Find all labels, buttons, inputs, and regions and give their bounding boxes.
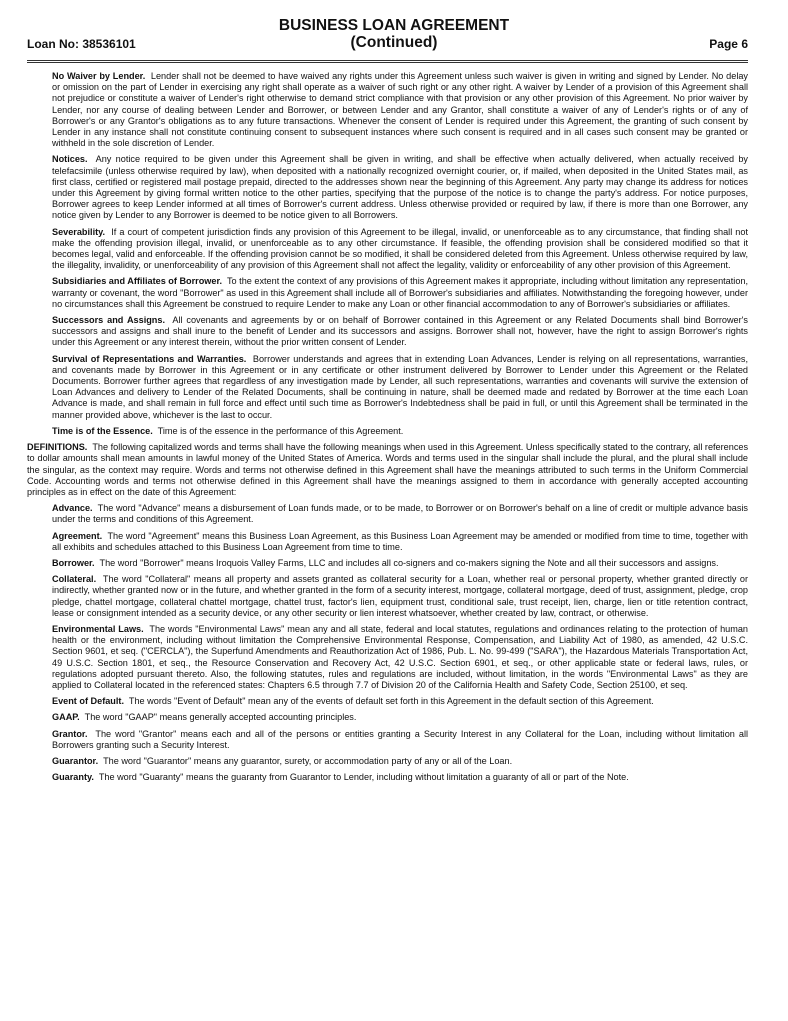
section-heading: Survival of Representations and Warranties. — [52, 353, 247, 364]
definition-guaranty — [52, 772, 748, 783]
definition-text: The word "Grantor" means each and all of the persons or entities granting a Security Interest in any Collateral for the Loan, including without limitation all Borrowers granting such a Security Interest. — [52, 728, 749, 750]
definition-text: The word "Agreement" means this Business Loan Agreement, as this Business Loan Agreement may be amended or modified from time to time, together with all exhibits and schedules attached to this Business Loan Agreement from time to time. — [52, 530, 748, 552]
section-text: If a court of competent jurisdiction finds any provision of this Agreement to be illegal, invalid, or unenforceable as to any circumstance, that finding shall not make the offending provision illegal, invalid, or unenforceable as to any other circumstance. If feasible, the offending provision shall be considered modified so that it becomes legal, valid and enforceable. If the offending provision cannot be so modified, it shall be considered deleted from this Agreement. Unless otherwise required by law, the illegality, invalidity, or unenforceability of any provision of this Agreement shall not affect the legality, validity or enforceability of any other provision of this Agreement. — [52, 226, 748, 271]
definitions-text: The following capitalized words and terms shall have the following meanings when used in this Agreement. Unless specifically stated to the contrary, all references to dollar amounts shall mean amounts in lawful money of the United States of America. Words and terms used in the singular shall include the plural, and the plural shall include the singular, as the context may require. Words and terms not otherwise defined in this Agreement shall have the meanings attributed to such terms in the Uniform Commercial Code. Accounting words and terms not otherwise defined in this Agreement shall have the meanings assigned to them in accordance with generally accepted accounting principles as in effect on the date of this Agreement: — [27, 442, 749, 497]
section-text: Borrower understands and agrees that in extending Loan Advances, Lender is relying on all representations, warranties, and covenants made by Borrower in this Agreement or in any certificate or other instrument delivered by Borrower to Lender under this Agreement or the Related Documents. Borrower further agrees that regardless of any investigation made by Lender, all such representations, warranties and covenants will survive the extension of Loan Advances and delivery to Lender of the Related Documents, shall be continuing in nature, shall be deemed made and redated by Borrower at the time each Loan Advance is made, and shall remain in full force and effect until such time as Borrower's Indebtedness shall be paid in full, or until this Agreement shall be terminated in the manner provided above, whichever is the last to occur. — [52, 353, 748, 420]
definition-borrower — [52, 558, 748, 569]
section-definitions — [27, 442, 748, 498]
section-heading: Subsidiaries and Affiliates of Borrower. — [52, 276, 223, 287]
definition-text: The words "Event of Default" mean any of the events of default set forth in this Agreement in the default section of this Agreement. — [128, 696, 654, 707]
definition-term: Grantor. — [52, 728, 88, 739]
definition-collateral — [52, 574, 748, 619]
definition-term: Agreement. — [52, 530, 103, 541]
definition-term: Borrower. — [52, 557, 95, 568]
definition-term: Collateral. — [52, 574, 97, 585]
section-text: Time is of the essence in the performance of this Agreement. — [157, 425, 404, 436]
section-severability — [52, 227, 748, 272]
definition-environmental-laws — [52, 624, 748, 691]
definition-term: Advance. — [52, 503, 93, 514]
section-heading: Severability. — [52, 226, 106, 237]
section-heading: Successors and Assigns. — [52, 315, 165, 326]
document-body — [27, 71, 748, 788]
section-heading: Time is of the Essence. — [52, 425, 153, 436]
section-text: Lender shall not be deemed to have waived any rights under this Agreement unless such waiver is given in writing and signed by Lender. No delay or omission on the part of Lender in exercising any right shall operate as a waiver of such right or any other right. A waiver by Lender of a provision of this Agreement shall not prejudice or constitute a waiver of Lender's right otherwise to demand strict compliance with that provision or any other provision of this Agreement. No prior waiver by Lender, nor any course of dealing between Lender and Borrower, or between Lender and any Grantor, shall constitute a waiver of any of Lender's rights or of any of Borrower's or any Grantor's obligations as to any future transactions. Whenever the consent of Lender is required under this Agreement, the granting of such consent by Lender in any instance shall not constitute continuing consent to subsequent instances where such consent is required and in all cases such consent may be granted or withheld in the sole discretion of Lender. — [52, 71, 748, 149]
definitions-heading: DEFINITIONS. — [27, 442, 88, 453]
definition-guarantor — [52, 756, 748, 767]
section-text: To the extent the context of any provisions of this Agreement makes it appropriate, including without limitation any representation, warranty or covenant, the word "Borrower" as used in this Agreement shall include all of Borrower's subsidiaries and affiliates. Notwithstanding the foregoing however, under no circumstances shall this Agreement be construed to require Lender to make any Loan or other financial accommodation to any of Borrower's subsidiaries or affiliates. — [52, 276, 748, 309]
definition-text: The word "Advance" means a disbursement of Loan funds made, or to be made, to Borrower or on Borrower's behalf on a line of credit or multiple advance basis under the terms and conditions of this Agreement. — [52, 503, 748, 525]
definition-agreement — [52, 531, 748, 553]
section-time-essence — [52, 426, 748, 437]
document-title — [0, 17, 788, 51]
definition-text: The words "Environmental Laws" mean any and all state, federal and local statutes, regulations and ordinances relating to the protection of human health or the environment, including without limitation the Comprehensive Environmental Response, Compensation, and Liability Act of 1980, as amended, 42 U.S.C. Section 9601, et seq. ("CERCLA"), the Superfund Amendments and Reauthorization Act of 1986, Pub. L. No. 99-499 ("SARA"), the Hazardous Materials Transportation Act, 49 U.S.C. Section 1801, et seq., the Resource Conservation and Recovery Act, 42 U.S.C. Section 6901, et seq., or other applicable state or federal laws, rules, or regulations adopted pursuant thereto. Also, the following statutes, rules and regulations are included, without limitation, in the words "Environmental Laws" as they are applied to Collateral located in the referenced states: Chapters 6.5 through 7.7 of Division 20 of the California Health and Safety Code, Section 25100, et seq. — [52, 623, 748, 690]
definition-term: Event of Default. — [52, 696, 124, 707]
header-divider-lower — [27, 62, 748, 63]
page-number: Page 6 — [709, 37, 748, 51]
title-main: BUSINESS LOAN AGREEMENT — [278, 17, 510, 34]
section-no-waiver — [52, 71, 748, 149]
definition-gaap — [52, 712, 748, 723]
loan-number: Loan No: 38536101 — [27, 37, 136, 51]
header-divider — [27, 60, 748, 61]
section-successors — [52, 315, 748, 349]
section-survival — [52, 354, 748, 421]
section-subsidiaries — [52, 276, 748, 310]
definition-term: GAAP. — [52, 712, 80, 723]
definition-advance — [52, 503, 748, 525]
definition-grantor — [52, 729, 748, 751]
definition-term: Environmental Laws. — [52, 623, 144, 634]
definition-text: The word "Collateral" means all property and assets granted as collateral security for a Loan, whether real or personal property, whether granted directly or indirectly, whether granted now or in the future, and whether granted in the form of a security interest, mortgage, collateral mortgage, deed of trust, assignment, pledge, crop pledge, chattel mortgage, collateral chattel mortgage, chattel trust, factor's lien, equipment trust, conditional sale, trust receipt, lien, charge, lien or title retention contract, lease or consignment intended as a security device, or any other security or lien interest whatsoever, whether created by law, contract, or otherwise. — [52, 574, 749, 618]
definition-text: The word "Borrower" means Iroquois Valley Farms, LLC and includes all co-signers and co-makers signing the Note and all their successors and assigns. — [99, 557, 719, 568]
definition-text: The word "Guaranty" means the guaranty from Guarantor to Lender, including without limitation a guaranty of all or part of the Note. — [98, 772, 629, 783]
definition-text: The word "Guarantor" means any guarantor, surety, or accommodation party of any or all of the Loan. — [103, 755, 513, 766]
definition-text: The word "GAAP" means generally accepted accounting principles. — [84, 712, 357, 723]
section-notices — [52, 154, 748, 221]
definition-term: Guaranty. — [52, 772, 94, 783]
section-text: Any notice required to be given under this Agreement shall be given in writing, and shall be effective when actually delivered, when actually received by telefacsimile (unless otherwise required by law), when deposited with a nationally recognized overnight courier, or, if mailed, when deposited in the United States mail, as first class, certified or registered mail postage prepaid, directed to the addresses shown near the beginning of this Agreement. Any party may change its address for notices under this Agreement by giving formal written notice to the other parties, specifying that the purpose of the notice is to change the party's address. For notice purposes, Borrower agrees to keep Lender informed at all times of Borrower's current address. Unless otherwise provided or required by law, if there is more than one Borrower, any notice given by Lender to any Borrower is deemed to be notice given to all Borrowers. — [52, 154, 748, 221]
section-text: All covenants and agreements by or on behalf of Borrower contained in this Agreement or any Related Documents shall bind Borrower's successors and assigns and shall inure to the benefit of Lender and its successors and assigns. Borrower shall not, however, have the right to assign Borrower's rights under this Agreement or any interest therein, without the prior written consent of Lender. — [52, 315, 748, 348]
definition-term: Guarantor. — [52, 755, 99, 766]
section-heading: No Waiver by Lender. — [52, 71, 146, 81]
title-continued: (Continued) — [350, 34, 438, 51]
section-heading: Notices. — [52, 154, 88, 165]
definition-event-of-default — [52, 696, 748, 707]
